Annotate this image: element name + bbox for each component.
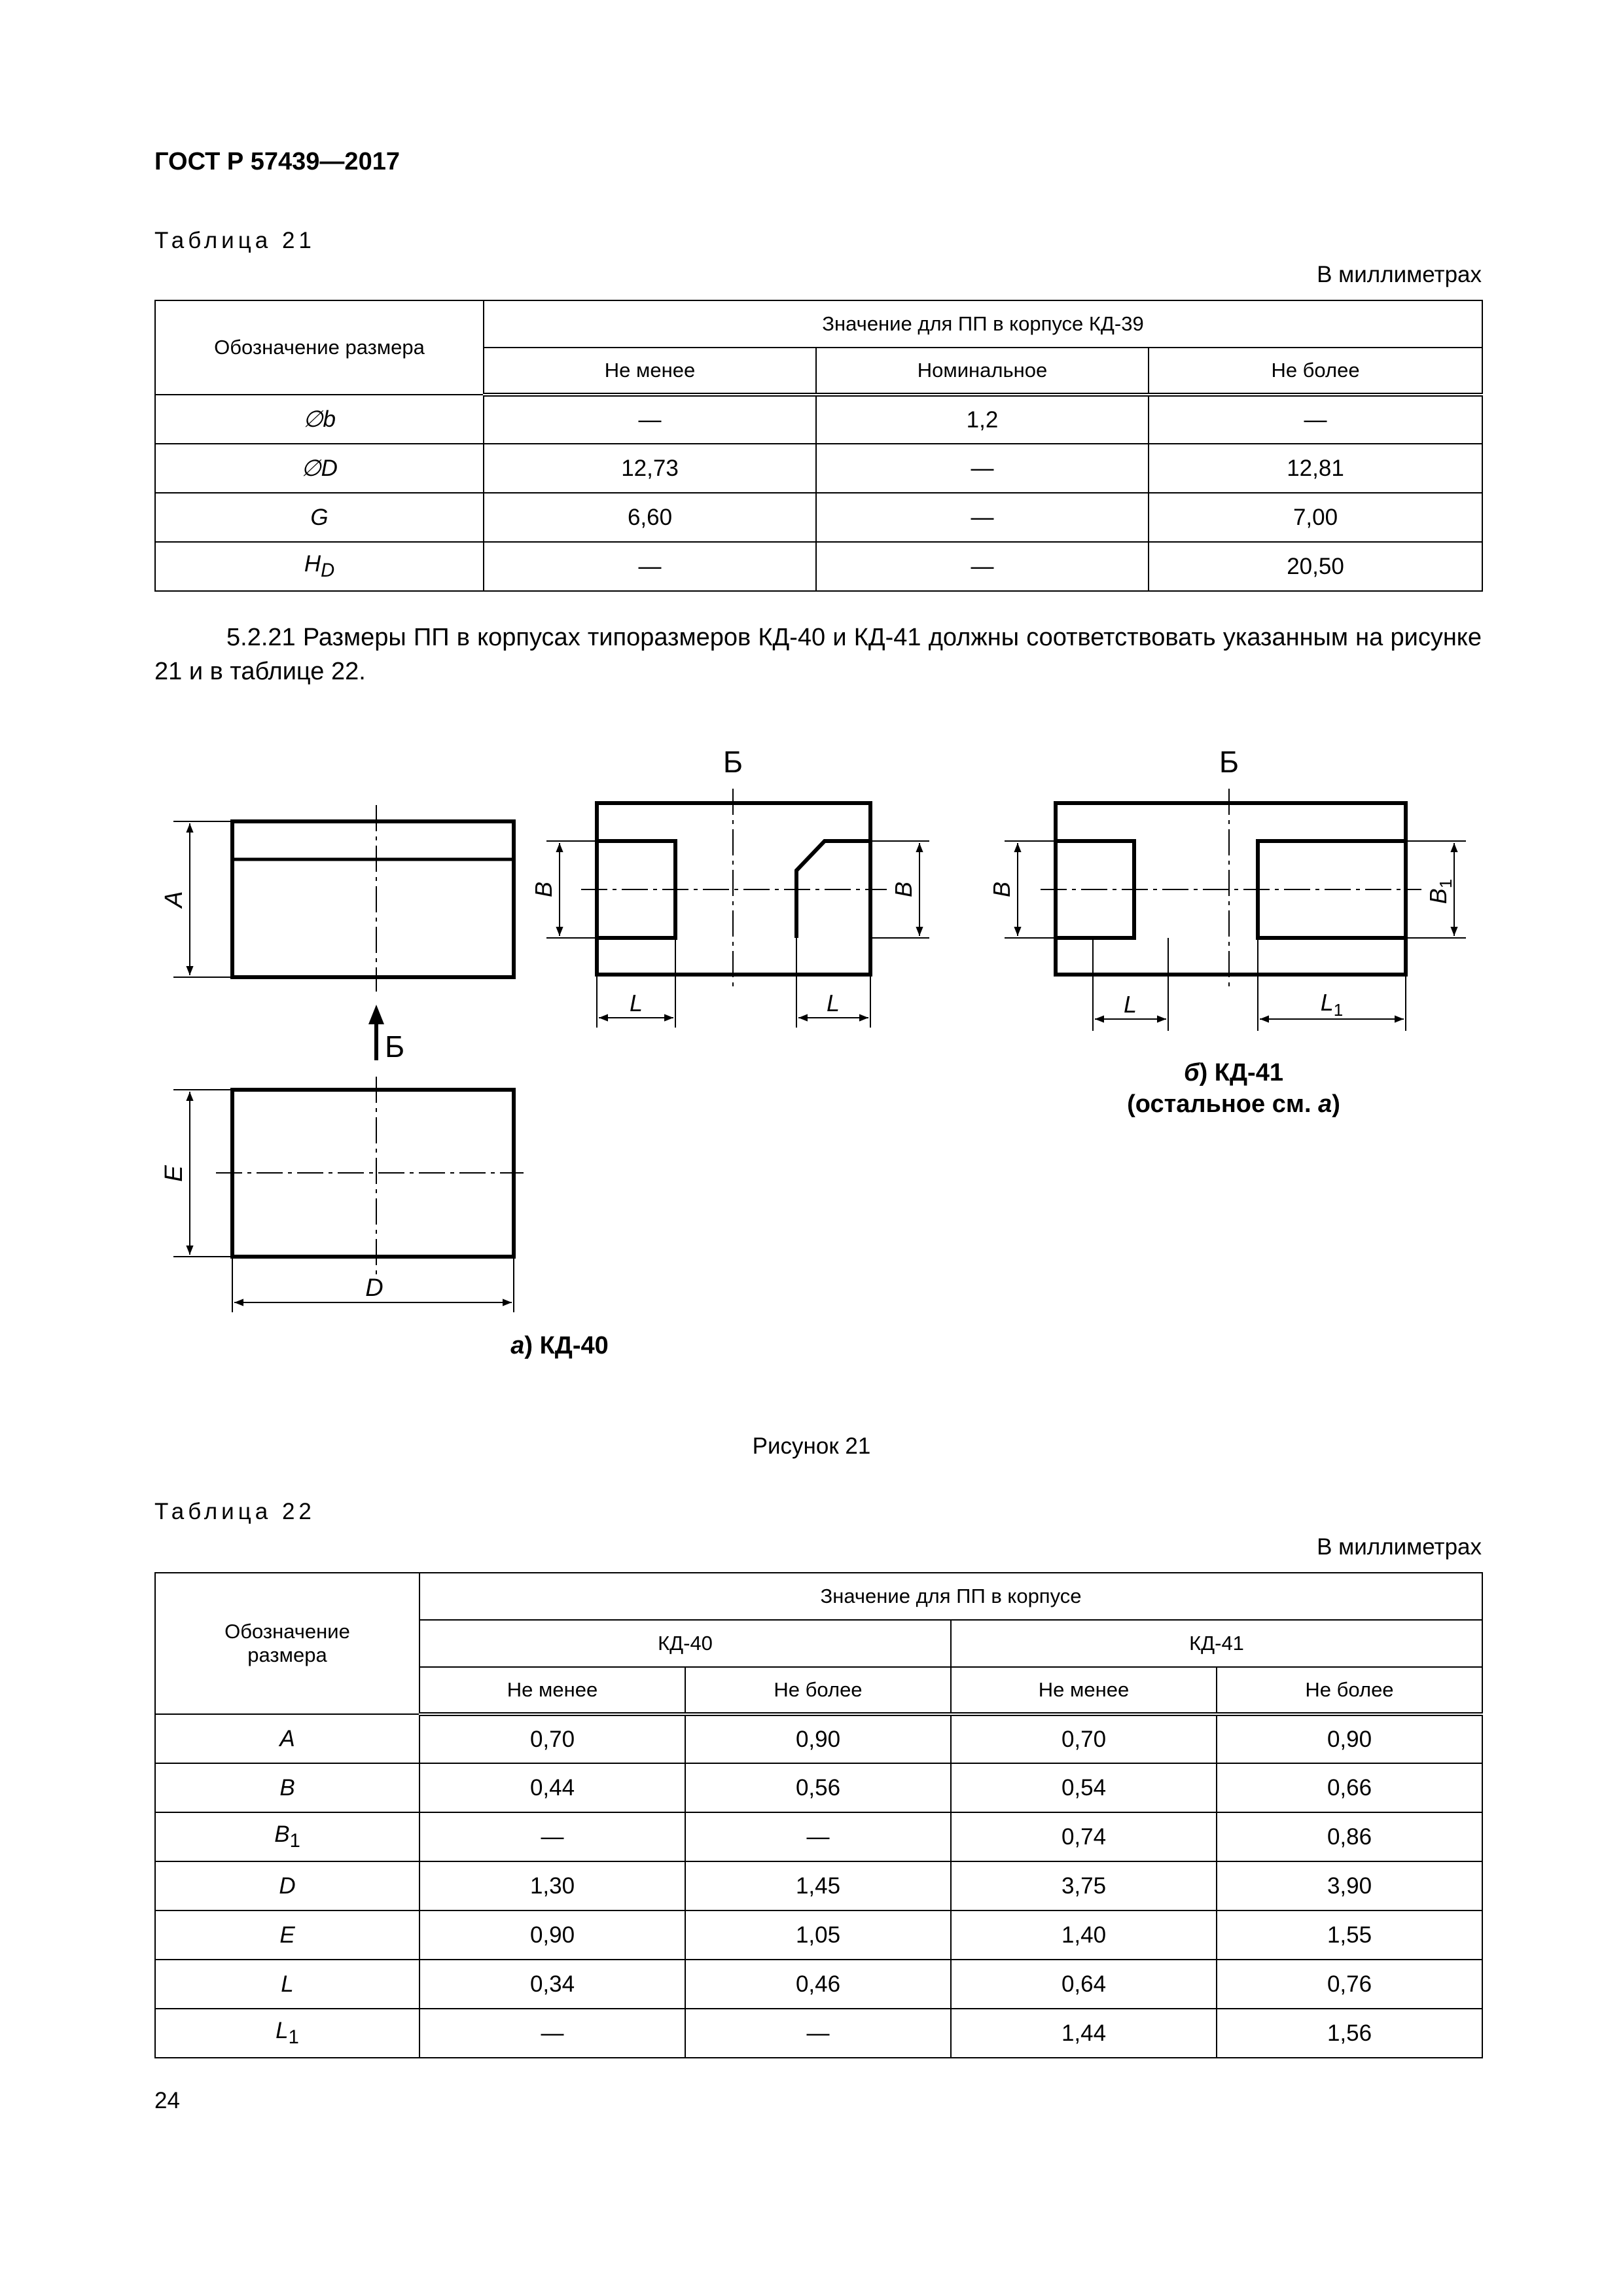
- table-row: [155, 1714, 1482, 1763]
- table22-cell: 0,44: [419, 1763, 685, 1812]
- table21-symbol: ∅D: [155, 444, 484, 493]
- table22-cell: —: [685, 2009, 951, 2058]
- kd41-dimension-b-label: B: [988, 881, 1015, 898]
- table21-symbol-main: H: [304, 551, 321, 577]
- table-row: [155, 1960, 1482, 2009]
- figure-caption-b-line2: [1106, 1088, 1361, 1120]
- table22-symbol: A: [155, 1714, 419, 1763]
- table22-group-header: Значение для ПП в корпусе: [419, 1573, 1482, 1620]
- kd40-view-b-title: Б: [722, 745, 743, 779]
- table-row: [155, 1812, 1482, 1861]
- table21-cell: —: [816, 444, 1149, 493]
- document-header: ГОСТ Р 57439—2017: [154, 148, 400, 175]
- table22-symbol: L: [155, 1960, 419, 2009]
- page-number: 24: [154, 2088, 180, 2113]
- figure-caption-b-note-pre: (остальное см.: [1127, 1090, 1319, 1118]
- table22-cell: —: [419, 1812, 685, 1861]
- table21-units: В миллиметрах: [1317, 262, 1482, 287]
- figure-caption-b-note-letter: а: [1318, 1090, 1332, 1118]
- table22-cell: 1,40: [951, 1910, 1217, 1960]
- figure-caption-a: [478, 1332, 641, 1360]
- table21-cell: —: [816, 493, 1149, 542]
- table22-symbol-sub: 1: [288, 2027, 299, 2048]
- table22-units: В миллиметрах: [1317, 1534, 1482, 1560]
- view-arrow-b-label: Б: [385, 1030, 405, 1064]
- table22-cell: 0,64: [951, 1960, 1217, 2009]
- table21-col-nom: Номинальное: [816, 348, 1149, 395]
- table22-col-min: Не менее: [951, 1667, 1217, 1714]
- dimension-e-label: E: [160, 1165, 188, 1182]
- table22-col-min: Не менее: [419, 1667, 685, 1714]
- kd40-side-body: [232, 821, 514, 977]
- table22-cell: 0,70: [951, 1714, 1217, 1763]
- kd40-dimension-b-left-label: B: [530, 881, 557, 898]
- figure-caption-b-note-post: ): [1332, 1090, 1340, 1118]
- figure-caption-a-letter: а: [510, 1332, 525, 1359]
- table22-symbol: [155, 1812, 419, 1861]
- table22-cell: 1,05: [685, 1910, 951, 1960]
- body-paragraph: 5.2.21 Размеры ПП в корпусах типоразмеров КД-40 и КД-41 должны соответствовать указанным на рисунке 21 и в таблице 22.: [154, 624, 1482, 685]
- table22-symbol: E: [155, 1910, 419, 1960]
- table22-cell: 0,46: [685, 1960, 951, 2009]
- table22-cell: 0,34: [419, 1960, 685, 2009]
- table22-cell: 0,54: [951, 1763, 1217, 1812]
- table21-cell: —: [816, 542, 1149, 591]
- table22-cell: 0,66: [1217, 1763, 1482, 1812]
- kd41-dimension-b1-label: $B_1$: [1425, 878, 1455, 905]
- table22-symbol: B: [155, 1763, 419, 1812]
- table21-cell: 12,73: [484, 444, 816, 493]
- kd40-view-b: [530, 745, 929, 1028]
- table22-col-max: Не более: [685, 1667, 951, 1714]
- dimension-a-label: A: [160, 891, 188, 908]
- kd41-dimension-l-label: L: [1123, 991, 1137, 1018]
- table22-cell: 0,90: [1217, 1714, 1482, 1763]
- table22-cell: 0,86: [1217, 1812, 1482, 1861]
- table22-cell: —: [419, 2009, 685, 2058]
- view-arrow-b: [368, 1005, 404, 1064]
- table21-group-header: Значение для ПП в корпусе КД-39: [484, 300, 1482, 348]
- table22-cell: 0,90: [419, 1910, 685, 1960]
- dimension-d-label: D: [365, 1274, 383, 1302]
- table22-cell: —: [685, 1812, 951, 1861]
- table21-cell: —: [484, 542, 816, 591]
- figure-caption-b-letter: б: [1184, 1059, 1200, 1086]
- kd40-side-view: [160, 805, 514, 992]
- table21-cell: —: [484, 395, 816, 444]
- kd41-dimension-l1-label: $L_1$: [1320, 989, 1344, 1020]
- table21-cell: 6,60: [484, 493, 816, 542]
- figure-caption-a-text: ) КД-40: [524, 1332, 609, 1359]
- table22-cell: 1,56: [1217, 2009, 1482, 2058]
- figure-caption-b: [1106, 1057, 1361, 1120]
- table21-cell: 7,00: [1149, 493, 1482, 542]
- table21-designation-header: Обозначение размера: [155, 300, 484, 395]
- table-row: [155, 1910, 1482, 1960]
- table22-designation-header: Обозначение размера: [155, 1573, 419, 1714]
- kd41-view-b-title: Б: [1219, 745, 1240, 779]
- table21-cell: 20,50: [1149, 542, 1482, 591]
- table22-cell: 1,55: [1217, 1910, 1482, 1960]
- table-row: [155, 1763, 1482, 1812]
- table22-symbol-main: B: [274, 1821, 290, 1847]
- table22-cell: 0,56: [685, 1763, 951, 1812]
- table21-symbol-sub: D: [321, 560, 335, 581]
- table21-cell: 12,81: [1149, 444, 1482, 493]
- table22-cell: 3,90: [1217, 1861, 1482, 1910]
- table22-col-max: Не более: [1217, 1667, 1482, 1714]
- table22-cell: 0,90: [685, 1714, 951, 1763]
- table22-symbol: [155, 2009, 419, 2058]
- table22-package-kd40: КД-40: [419, 1620, 951, 1667]
- table22-cell: 0,74: [951, 1812, 1217, 1861]
- table21-cell: —: [1149, 395, 1482, 444]
- kd40-dimension-l-left-label: L: [629, 990, 643, 1016]
- table21-col-max: Не более: [1149, 348, 1482, 395]
- kd41-view-b-body: [1056, 803, 1406, 975]
- kd40-dimension-b-right-label: B: [890, 881, 917, 898]
- table22-symbol-main: L: [276, 2018, 289, 2043]
- table-row: [155, 1861, 1482, 1910]
- figure-caption-b-text: ) КД-41: [1199, 1059, 1283, 1086]
- figure-caption-b-line1: [1106, 1057, 1361, 1088]
- table21-symbol: G: [155, 493, 484, 542]
- kd40-bottom-view: [160, 1077, 524, 1312]
- table22-package-kd41: КД-41: [951, 1620, 1482, 1667]
- table22-cell: 1,30: [419, 1861, 685, 1910]
- table22-cell: 1,45: [685, 1861, 951, 1910]
- table22: [154, 1572, 1483, 2058]
- table21-col-min: Не менее: [484, 348, 816, 395]
- table-row: [155, 2009, 1482, 2058]
- figure-title: Рисунок 21: [752, 1433, 871, 1459]
- table22-cell: 3,75: [951, 1861, 1217, 1910]
- kd40-dimension-l-right-label: L: [826, 990, 840, 1016]
- table22-symbol-sub: 1: [289, 1831, 300, 1852]
- table21-cell: 1,2: [816, 395, 1149, 444]
- table22-cell: 1,44: [951, 2009, 1217, 2058]
- table22-cell: 0,70: [419, 1714, 685, 1763]
- kd41-view-b: [988, 745, 1466, 1031]
- table21-caption: Таблица 21: [154, 228, 315, 253]
- table22-caption: Таблица 22: [154, 1499, 315, 1524]
- table22-symbol: D: [155, 1861, 419, 1910]
- table22-cell: 0,76: [1217, 1960, 1482, 2009]
- table21-symbol: ∅b: [155, 395, 484, 444]
